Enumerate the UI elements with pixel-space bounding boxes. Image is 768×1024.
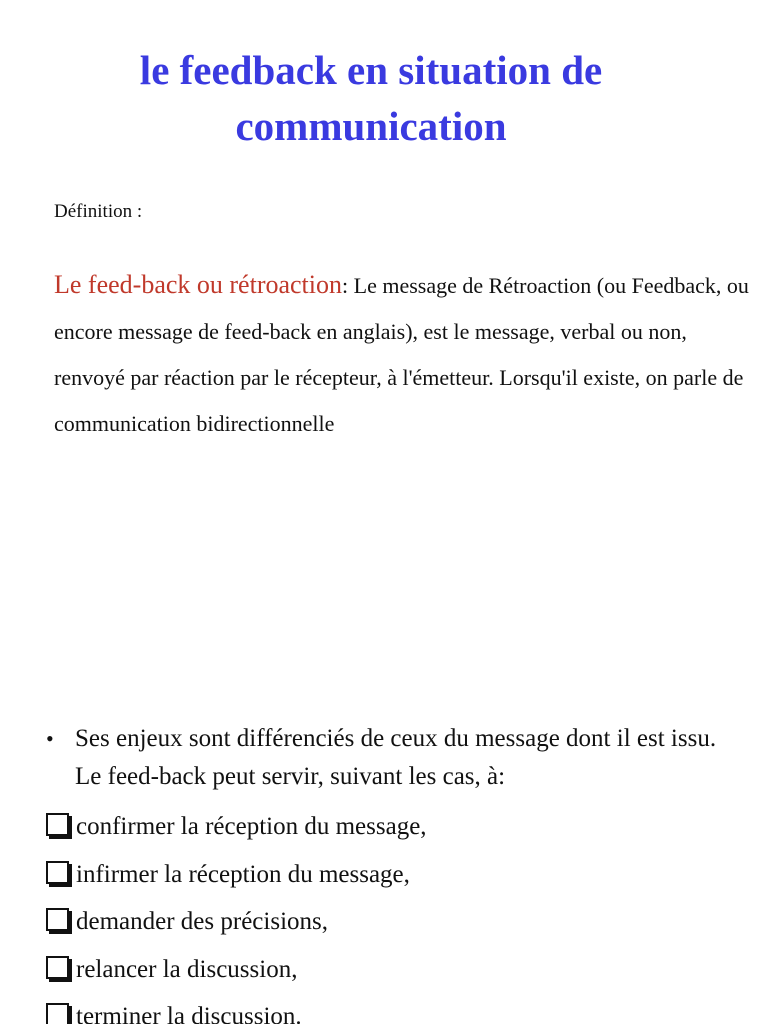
definition-label: Définition : bbox=[54, 201, 143, 222]
definition-term: Le feed-back ou rétroaction bbox=[54, 270, 343, 299]
checkbox-icon bbox=[46, 1003, 69, 1024]
bullet-paragraph bbox=[46, 720, 746, 796]
checklist-item bbox=[46, 998, 427, 1024]
checkbox-icon bbox=[46, 861, 69, 884]
checklist-item bbox=[46, 808, 427, 856]
definition-paragraph bbox=[54, 262, 754, 447]
checklist-item bbox=[46, 903, 427, 951]
definition-text: : Le message de Rétroaction (ou Feedback, ou encore message de feed-back en anglais), est le message, verbal ou non, renvoyé par réaction par le récepteur, à l'émetteur. Lorsqu'il existe, on parle de communication bidirectionnelle bbox=[54, 273, 749, 436]
checklist-item-label: terminer la discussion. bbox=[76, 1003, 302, 1024]
checklist-item-label: confirmer la réception du message, bbox=[76, 813, 427, 840]
bullet-marker: • bbox=[46, 726, 54, 751]
checklist-item bbox=[46, 856, 427, 904]
page-title bbox=[0, 42, 742, 154]
bullet-text: Ses enjeux sont différenciés de ceux du message dont il est issu. Le feed-back peut servir, suivant les cas, à: bbox=[75, 725, 717, 790]
checklist-item bbox=[46, 951, 427, 999]
checkbox-icon bbox=[46, 813, 69, 836]
checklist bbox=[46, 808, 427, 1024]
title-line-1: le feedback en situation de bbox=[139, 47, 603, 93]
title-line-2: communication bbox=[235, 103, 507, 149]
checklist-item-label: relancer la discussion, bbox=[76, 955, 298, 983]
checklist-item-label: demander des précisions, bbox=[76, 908, 329, 935]
checkbox-icon bbox=[46, 956, 69, 979]
checklist-item-label: infirmer la réception du message, bbox=[76, 860, 410, 888]
checkbox-icon bbox=[46, 908, 69, 931]
